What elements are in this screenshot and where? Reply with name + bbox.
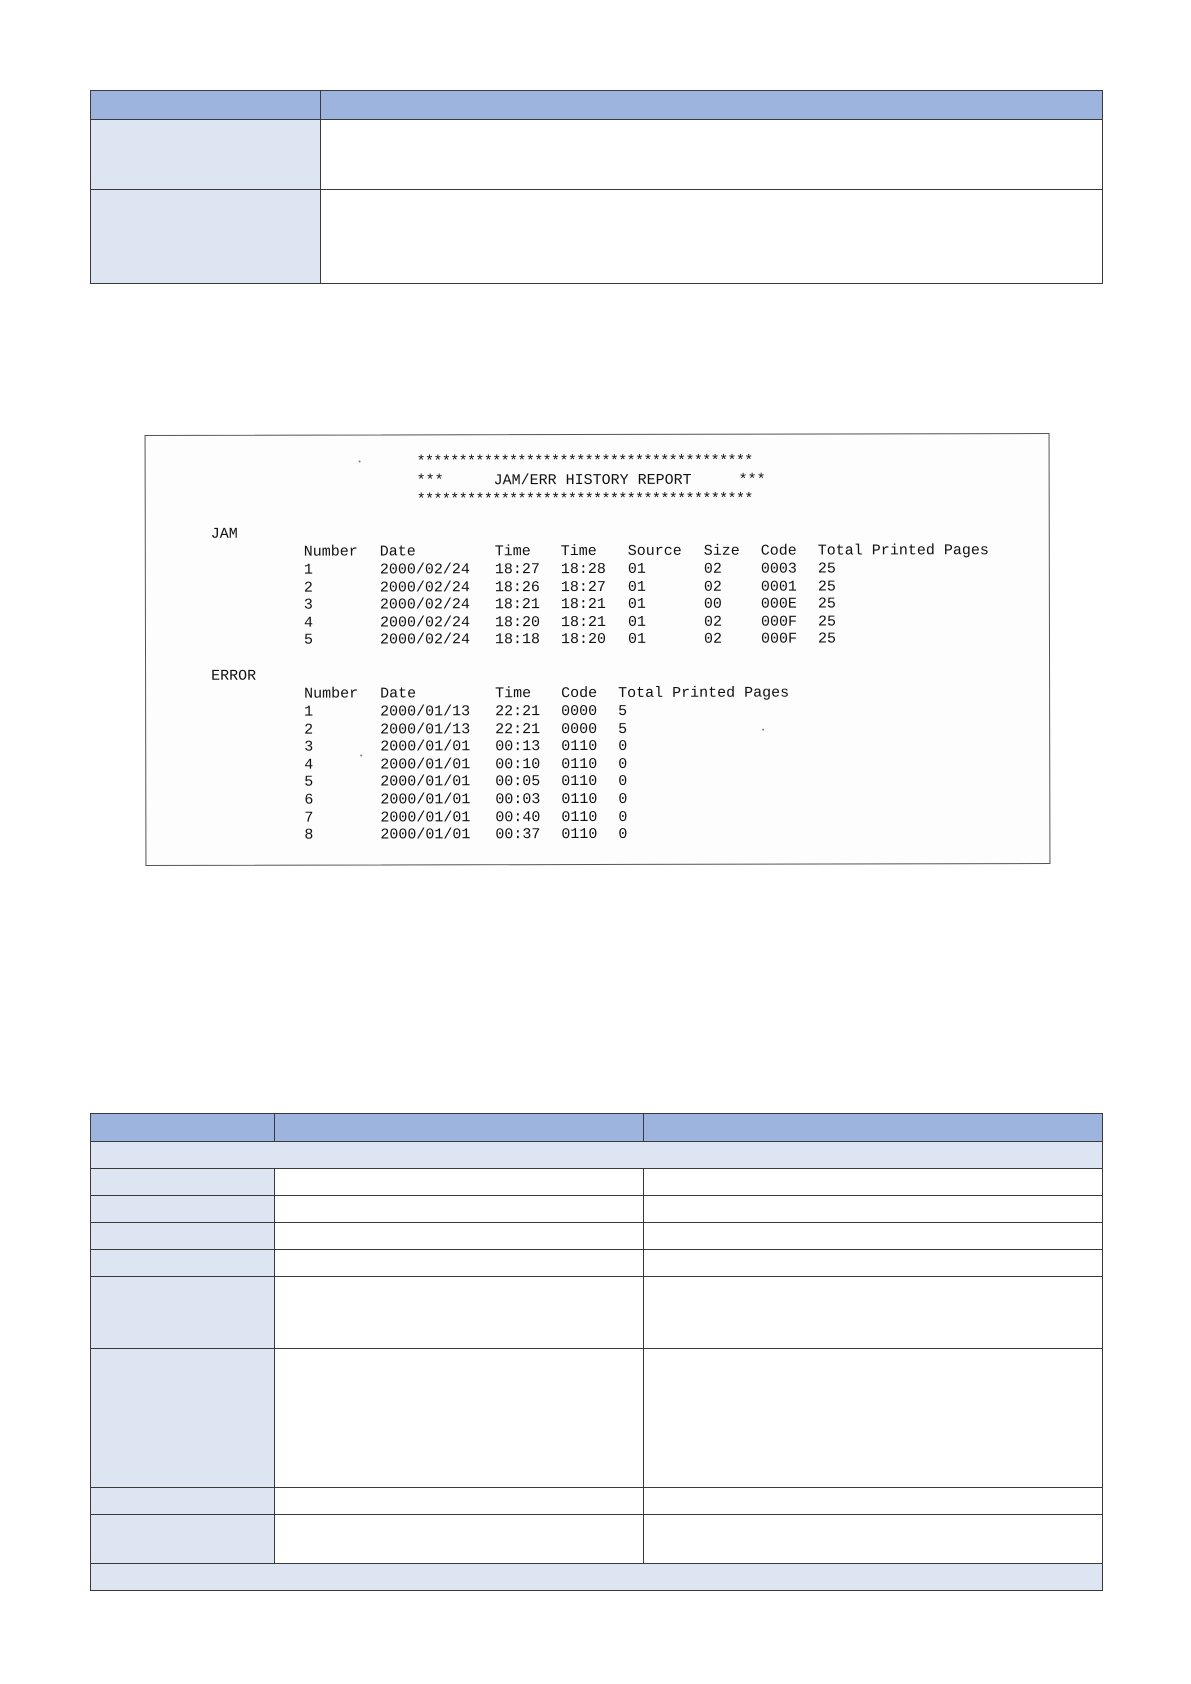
error-cell: 7 [304,809,314,827]
error-cell: 2000/01/01 [380,756,471,774]
top-table-header-cell [321,91,1103,120]
jam-cell: 25 [817,560,836,578]
jam-cell: 00 [703,595,722,613]
jam-cell: 5 [303,631,314,650]
bottom-table-label-cell [91,1223,275,1250]
bottom-table-label-cell [91,1515,275,1564]
jam-cell: 18:20 [494,613,540,632]
bottom-table-cell [275,1250,644,1277]
error-cell: 0110 [561,773,598,791]
jam-cell: 2 [303,579,313,597]
bottom-table-cell [275,1196,644,1223]
bottom-table-label-cell [91,1277,275,1349]
jam-cell: 0001 [760,578,797,596]
error-cell: 6 [304,791,314,809]
top-table-label-cell [91,190,321,284]
top-table-value-cell [321,190,1103,284]
bottom-table-label-cell [91,1250,275,1277]
jam-column-header: Source [627,542,682,560]
jam-cell: 01 [627,596,646,614]
error-cell: 0 [618,738,628,756]
bottom-table-header-cell [275,1114,644,1142]
jam-cell: 18:21 [560,613,606,631]
bottom-table-section-row [91,1142,1103,1169]
error-column-header: Code [561,685,598,703]
error-cell: 00:40 [495,808,541,826]
jam-cell: 2000/02/24 [379,596,470,614]
error-cell: 0 [618,773,628,791]
bottom-table-cell [275,1277,644,1349]
error-cell: 0110 [561,808,598,826]
jam-cell: 000F [760,613,797,631]
jam-cell: 01 [627,631,647,649]
jam-cell: 2000/02/24 [379,578,470,597]
error-cell: 00:13 [495,738,541,756]
error-cell: 2 [304,721,314,739]
jam-cell: 25 [817,595,836,613]
bottom-table-cell [644,1250,1103,1277]
bottom-table-section-row [91,1564,1103,1591]
jam-cell: 0003 [760,560,797,578]
bottom-table-row [91,1196,1103,1223]
error-cell: 2000/01/01 [380,773,471,791]
error-cell: 1 [304,703,314,721]
jam-section-label: JAM [210,525,238,543]
bottom-table-row [91,1250,1103,1277]
jam-cell: 01 [627,578,646,596]
bottom-table-header-cell [644,1114,1103,1142]
jam-cell: 18:21 [494,596,540,614]
bottom-table-cell [275,1349,644,1488]
error-cell: 22:21 [495,703,541,721]
jam-cell: 18:20 [560,631,607,649]
bottom-table-row [91,1515,1103,1564]
error-cell: 0 [618,826,628,844]
bottom-table-label-cell [91,1196,275,1223]
scan-speck [762,729,764,731]
error-section-label: ERROR [211,667,257,685]
bottom-table-label-cell [91,1349,275,1488]
error-cell: 0110 [561,755,598,773]
jam-cell: 01 [627,560,646,578]
bottom-table-header-row [91,1114,1103,1142]
jam-cell: 18:18 [494,631,541,649]
jam-cell: 18:27 [560,578,606,596]
bottom-table-cell [644,1196,1103,1223]
bottom-table-cell [275,1223,644,1250]
bottom-table-section-cell [91,1142,1103,1169]
jam-cell: 02 [703,631,723,649]
jam-column-header: Date [379,543,416,561]
report-title: JAM/ERR HISTORY REPORT [493,471,692,490]
jam-cell: 25 [817,578,836,596]
error-cell: 0110 [561,791,598,809]
error-column-header: Total Printed Pages [618,684,790,702]
error-cell: 2000/01/01 [380,791,471,809]
error-cell: 3 [304,738,314,756]
jam-column-header: Size [703,542,740,560]
error-cell: 00:05 [495,773,541,791]
scan-speck [360,754,362,756]
jam-cell: 25 [817,630,837,648]
jam-column-header: Code [760,542,797,560]
bottom-table-row [91,1277,1103,1349]
bottom-table-cell [275,1488,644,1515]
error-cell: 0000 [561,703,598,721]
error-cell: 0 [618,755,628,773]
bottom-table-row [91,1488,1103,1515]
jam-column-header: Time [560,543,597,561]
bottom-table-row [91,1223,1103,1250]
jam-cell: 000F [760,630,798,649]
error-cell: 5 [304,773,314,792]
error-cell: 2000/01/01 [380,808,471,827]
jam-cell: 18:26 [494,578,540,596]
top-table-label-cell [91,120,321,190]
jam-cell: 3 [303,596,313,614]
bottom-table-label-cell [91,1169,275,1196]
jam-cell: 4 [303,614,313,632]
jam-err-history-report [145,433,1051,866]
jam-cell: 18:21 [560,596,606,614]
error-cell: 22:21 [495,720,541,738]
jam-cell: 02 [703,578,722,596]
report-stars-top: **************************************** [416,452,753,471]
scan-speck [359,460,361,462]
jam-cell: 02 [703,613,722,631]
error-cell: 5 [618,702,628,720]
top-table-row [91,120,1103,190]
jam-column-header: Time [494,543,531,561]
top-table-header-cell [91,91,321,120]
bottom-table-cell [644,1169,1103,1196]
error-cell: 00:37 [495,826,541,844]
error-cell: 2000/01/13 [380,703,471,721]
top-table [90,90,1103,284]
bottom-table-cell [644,1488,1103,1515]
jam-cell: 1 [303,561,313,579]
error-cell: 2000/01/01 [380,826,471,844]
jam-cell: 000E [760,595,797,613]
bottom-table-cell [275,1169,644,1196]
jam-cell: 2000/02/24 [379,614,470,632]
report-title-stars-left: *** [416,472,444,490]
error-cell: 0 [618,790,628,808]
jam-cell: 01 [627,613,646,631]
jam-column-header: Number [303,543,358,561]
bottom-table-cell [275,1515,644,1564]
bottom-table-cell [644,1277,1103,1349]
jam-cell: 2000/02/24 [379,631,471,649]
report-stars-bottom: **************************************** [416,490,753,509]
jam-cell: 18:27 [494,561,540,579]
bottom-table-header-cell [91,1114,275,1142]
bottom-table-cell [644,1349,1103,1488]
error-cell: 2000/01/01 [380,738,471,756]
error-column-header: Number [304,685,359,703]
bottom-table-cell [644,1223,1103,1250]
error-cell: 5 [618,720,628,738]
bottom-table-row [91,1169,1103,1196]
error-cell: 2000/01/13 [380,720,471,739]
jam-cell: 02 [703,560,722,578]
jam-cell: 25 [817,613,836,631]
jam-cell: 18:28 [560,560,606,579]
error-cell: 00:10 [495,755,541,774]
error-cell: 0000 [561,720,598,738]
bottom-table [90,1113,1103,1591]
top-table-value-cell [321,120,1103,190]
jam-cell: 2000/02/24 [379,561,470,579]
top-table-row [91,190,1103,284]
report-title-stars-right: *** [738,471,766,489]
error-column-header: Date [380,685,417,703]
error-cell: 00:03 [495,791,541,809]
bottom-table-row [91,1349,1103,1488]
bottom-table-label-cell [91,1488,275,1515]
top-table-header-row [91,91,1103,120]
error-cell: 0110 [561,738,598,756]
jam-column-header: Total Printed Pages [817,542,989,560]
error-cell: 4 [304,756,314,774]
error-column-header: Time [495,685,532,703]
bottom-table-section-cell [91,1564,1103,1591]
error-cell: 8 [304,826,314,844]
error-cell: 0 [618,808,628,826]
bottom-table-cell [644,1515,1103,1564]
error-cell: 0110 [561,826,598,844]
